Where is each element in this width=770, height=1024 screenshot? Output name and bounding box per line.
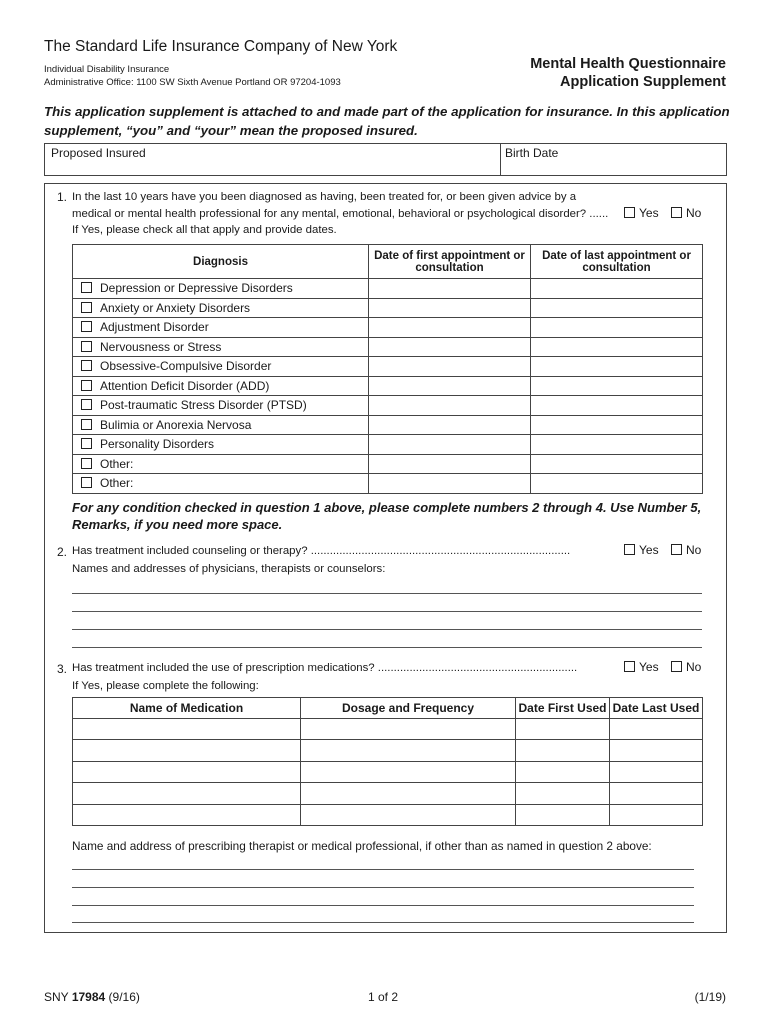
first-used-cell[interactable]: [516, 719, 610, 740]
diagnosis-label: Other:: [100, 456, 134, 471]
intro-statement: This application supplement is attached to and made part of the application for insurance. In this application supplement, “you” and “your” mean the proposed insured.: [44, 104, 730, 138]
division-name: Individual Disability Insurance: [44, 64, 170, 75]
birth-date-field[interactable]: Birth Date: [505, 146, 559, 160]
first-appointment-cell[interactable]: [369, 396, 531, 416]
table-row: [73, 415, 703, 435]
medication-cell[interactable]: [73, 783, 301, 804]
form-prefix: SNY: [44, 990, 69, 1004]
diagnosis-cell: [73, 318, 369, 338]
diagnosis-checkbox[interactable]: [81, 282, 92, 293]
dosage-cell[interactable]: [301, 719, 516, 740]
diagnosis-checkbox[interactable]: [81, 438, 92, 449]
table-row: [73, 337, 703, 357]
first-used-cell[interactable]: [516, 804, 610, 825]
dosage-header: Dosage and Frequency: [301, 698, 516, 719]
field-divider: [500, 144, 501, 175]
q3-yes-label: Yes: [639, 660, 659, 674]
diagnosis-checkbox[interactable]: [81, 419, 92, 430]
diagnosis-label: Anxiety or Anxiety Disorders: [100, 300, 251, 315]
first-appointment-header: Date of first appointment or consultation: [369, 245, 531, 279]
diagnosis-label: Attention Deficit Disorder (ADD): [100, 378, 270, 393]
table-row: [73, 454, 703, 474]
diagnosis-label: Nervousness or Stress: [100, 339, 222, 354]
company-name: The Standard Life Insurance Company of New York: [44, 38, 398, 55]
diagnosis-table: [72, 244, 703, 494]
form-date: (9/16): [108, 990, 140, 1004]
q3-question: Has treatment included the use of prescription medications? ...............................................................: [72, 662, 578, 674]
last-appointment-header: Date of last appointment or consultation: [531, 245, 703, 279]
table-row: [73, 279, 703, 299]
table-row: [73, 719, 703, 740]
first-appointment-cell[interactable]: [369, 337, 531, 357]
table-row: [73, 357, 703, 377]
last-used-cell[interactable]: [610, 719, 703, 740]
instruction-text: For any condition checked in question 1 above, please complete numbers 2 through 4. Use Number 5, Remarks, if you need more space.: [72, 500, 702, 532]
medication-rows: [73, 719, 703, 826]
q1-text-line-2: medical or mental health professional for any mental, emotional, behavioral or psychological disorder? ......: [72, 208, 609, 220]
first-appointment-cell[interactable]: [369, 454, 531, 474]
diagnosis-checkbox[interactable]: [81, 399, 92, 410]
diagnosis-label: Depression or Depressive Disorders: [100, 281, 293, 296]
table-row: [73, 318, 703, 338]
diagnosis-checkbox[interactable]: [81, 341, 92, 352]
last-appointment-cell[interactable]: [531, 279, 703, 299]
form-title-line-2: Application Supplement: [560, 74, 726, 90]
diagnosis-checkbox[interactable]: [81, 458, 92, 469]
prescriber-prompt: Name and address of prescribing therapist or medical professional, if other than as named in question 2 above:: [72, 839, 652, 853]
q2-answer-line-1[interactable]: [72, 593, 702, 594]
q3-no-label: No: [686, 660, 702, 674]
medication-cell[interactable]: [73, 761, 301, 782]
last-appointment-cell[interactable]: [531, 396, 703, 416]
diagnosis-cell: [73, 435, 369, 455]
dosage-cell[interactable]: [301, 804, 516, 825]
diagnosis-cell: [73, 357, 369, 377]
diagnosis-cell: [73, 337, 369, 357]
q1-no-option[interactable]: [671, 206, 701, 220]
table-row: [73, 474, 703, 494]
diagnosis-cell: [73, 454, 369, 474]
first-appointment-cell[interactable]: [369, 415, 531, 435]
diagnosis-label: Adjustment Disorder: [100, 320, 209, 335]
q1-yes-option[interactable]: [624, 206, 659, 220]
diagnosis-header: Diagnosis: [73, 245, 369, 279]
first-used-cell[interactable]: [516, 740, 610, 761]
q2-prompt: Names and addresses of physicians, therapists or counselors:: [72, 563, 386, 575]
first-used-cell[interactable]: [516, 761, 610, 782]
diagnosis-rows: [73, 279, 703, 494]
last-appointment-cell[interactable]: [531, 298, 703, 318]
first-used-cell[interactable]: [516, 783, 610, 804]
last-appointment-cell[interactable]: [531, 435, 703, 455]
first-appointment-cell[interactable]: [369, 376, 531, 396]
revision-date: (1/19): [694, 990, 726, 1004]
form-id: 17984: [71, 990, 106, 1004]
q1-text-line-3: If Yes, please check all that apply and provide dates.: [72, 224, 337, 236]
prescriber-line-3[interactable]: [72, 905, 694, 906]
diagnosis-checkbox[interactable]: [81, 380, 92, 391]
table-row: [73, 396, 703, 416]
last-used-cell[interactable]: [610, 783, 703, 804]
diagnosis-cell: [73, 415, 369, 435]
dosage-cell[interactable]: [301, 783, 516, 804]
medication-name-header: Name of Medication: [73, 698, 301, 719]
q2-yes-checkbox[interactable]: [624, 544, 635, 555]
last-used-cell[interactable]: [610, 740, 703, 761]
insured-info-box: [44, 143, 727, 176]
diagnosis-cell: [73, 298, 369, 318]
diagnosis-label: Obsessive-Compulsive Disorder: [100, 359, 272, 374]
q1-yes-label: Yes: [639, 206, 659, 220]
first-appointment-cell[interactable]: [369, 298, 531, 318]
diagnosis-cell: [73, 474, 369, 494]
q3-no-checkbox[interactable]: [671, 661, 682, 672]
medication-table: [72, 697, 703, 826]
q3-prompt: If Yes, please complete the following:: [72, 680, 259, 692]
last-appointment-cell[interactable]: [531, 376, 703, 396]
q3-no-option[interactable]: [671, 660, 701, 674]
table-row: [73, 761, 703, 782]
first-appointment-cell[interactable]: [369, 435, 531, 455]
diagnosis-checkbox[interactable]: [81, 477, 92, 488]
first-appointment-cell[interactable]: [369, 357, 531, 377]
diagnosis-checkbox[interactable]: [81, 321, 92, 332]
diagnosis-cell: [73, 279, 369, 299]
prescriber-line-1[interactable]: [72, 869, 694, 870]
q2-answer-line-2[interactable]: [72, 611, 702, 612]
diagnosis-checkbox[interactable]: [81, 302, 92, 313]
q1-no-label: No: [686, 206, 702, 220]
table-row: [73, 783, 703, 804]
first-appointment-cell[interactable]: [369, 279, 531, 299]
q1-number: 1.: [57, 190, 68, 204]
diagnosis-checkbox[interactable]: [81, 360, 92, 371]
diagnosis-label: Post-traumatic Stress Disorder (PTSD): [100, 398, 307, 413]
prescriber-line-2[interactable]: [72, 887, 694, 888]
table-row: [73, 435, 703, 455]
diagnosis-cell: [73, 376, 369, 396]
q2-answer-line-4[interactable]: [72, 647, 702, 648]
table-row: [73, 804, 703, 825]
dosage-cell[interactable]: [301, 740, 516, 761]
last-used-cell[interactable]: [610, 804, 703, 825]
last-appointment-cell[interactable]: [531, 318, 703, 338]
form-title: [530, 55, 726, 91]
q3-number: 3.: [57, 662, 68, 676]
q2-no-checkbox[interactable]: [671, 544, 682, 555]
first-appointment-cell[interactable]: [369, 474, 531, 494]
last-appointment-cell[interactable]: [531, 357, 703, 377]
dosage-cell[interactable]: [301, 761, 516, 782]
table-row: [73, 376, 703, 396]
q2-answer-line-3[interactable]: [72, 629, 702, 630]
diagnosis-label: Bulimia or Anorexia Nervosa: [100, 417, 252, 432]
q2-no-option[interactable]: [671, 543, 701, 557]
page-number: 1 of 2: [368, 990, 399, 1004]
last-appointment-cell[interactable]: [531, 474, 703, 494]
last-appointment-cell[interactable]: [531, 415, 703, 435]
form-title-line-1: Mental Health Questionnaire: [530, 56, 726, 72]
table-row: [73, 298, 703, 318]
diagnosis-cell: [73, 396, 369, 416]
last-appointment-cell[interactable]: [531, 454, 703, 474]
q2-yes-option[interactable]: [624, 543, 659, 557]
q1-yes-checkbox[interactable]: [624, 207, 635, 218]
table-row: [73, 740, 703, 761]
medication-cell[interactable]: [73, 740, 301, 761]
last-used-cell[interactable]: [610, 761, 703, 782]
q2-no-label: No: [686, 543, 702, 557]
proposed-insured-field[interactable]: Proposed Insured: [51, 146, 146, 160]
form-number: [44, 990, 140, 1004]
first-appointment-cell[interactable]: [369, 318, 531, 338]
q3-yes-option[interactable]: [624, 660, 659, 674]
office-address: Administrative Office: 1100 SW Sixth Avenue Portland OR 97204-1093: [44, 77, 341, 88]
date-first-used-header: Date First Used: [516, 698, 610, 719]
diagnosis-label: Other:: [100, 476, 134, 491]
prescriber-line-4[interactable]: [72, 922, 694, 923]
q3-yes-checkbox[interactable]: [624, 661, 635, 672]
date-last-used-header: Date Last Used: [610, 698, 703, 719]
last-appointment-cell[interactable]: [531, 337, 703, 357]
diagnosis-label: Personality Disorders: [100, 437, 215, 452]
medication-cell[interactable]: [73, 719, 301, 740]
q2-yes-label: Yes: [639, 543, 659, 557]
q1-text-line-1: In the last 10 years have you been diagnosed as having, been treated for, or been given advice by a: [72, 191, 577, 203]
q2-number: 2.: [57, 545, 68, 559]
q1-no-checkbox[interactable]: [671, 207, 682, 218]
q2-question: Has treatment included counseling or therapy? ..................................................................................: [72, 545, 571, 557]
medication-cell[interactable]: [73, 804, 301, 825]
